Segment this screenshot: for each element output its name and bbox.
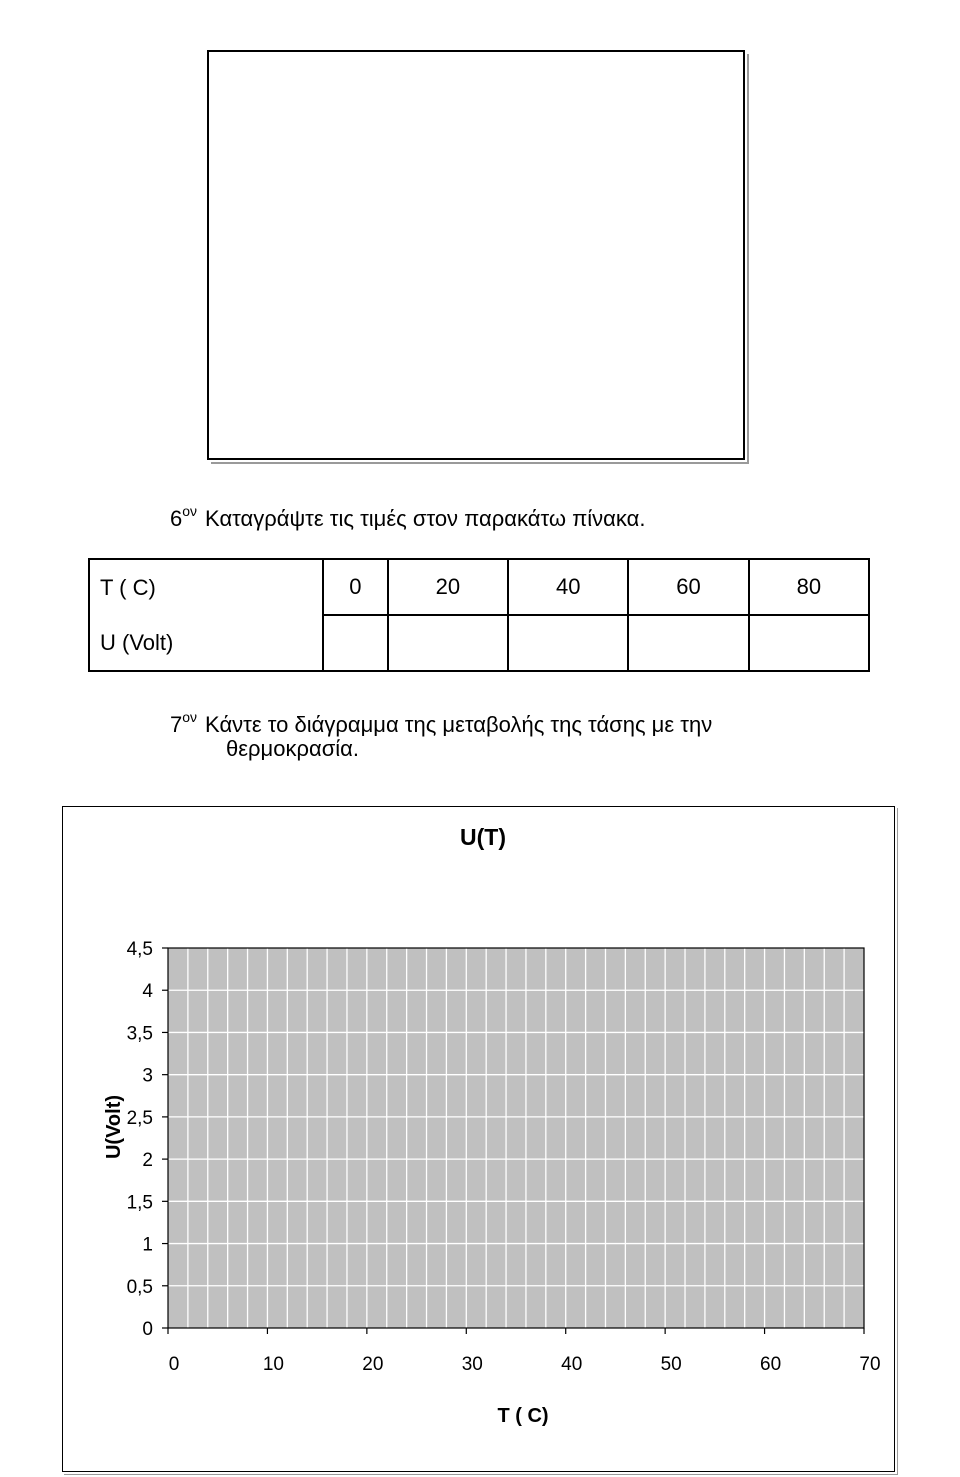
y-tick-label: 4 — [142, 981, 153, 1003]
x-tick-label: 60 — [760, 1354, 782, 1375]
y-tick-label: 4,5 — [126, 939, 153, 960]
temperature-cell: 60 — [628, 559, 748, 615]
x-tick-label: 20 — [362, 1354, 384, 1375]
temperature-cell: 40 — [508, 559, 628, 615]
y-tick-label: 3 — [142, 1065, 153, 1087]
instruction-6-number: 6 — [170, 506, 183, 531]
instruction-7-number: 7 — [170, 712, 183, 737]
chart-title: U(T) — [460, 824, 506, 850]
y-tick-label: 3,5 — [126, 1023, 153, 1045]
plot-background — [168, 948, 864, 1328]
y-axis — [127, 939, 168, 1340]
y-tick-label: 0 — [142, 1319, 153, 1340]
y-tick-label: 2,5 — [126, 1107, 153, 1129]
temperature-cell: 0 — [323, 559, 388, 615]
row-header-temperature: T ( C) — [89, 559, 323, 615]
y-tick-label: 2 — [142, 1150, 153, 1172]
row-header-voltage: U (Volt) — [89, 615, 323, 671]
x-tick-label: 50 — [660, 1354, 682, 1375]
instruction-6-text: Καταγράψτε τις τιμές στον παρακάτω πίνακα. — [205, 506, 646, 531]
x-tick-label: 10 — [262, 1354, 284, 1375]
x-axis-label: T ( C) — [497, 1405, 549, 1427]
y-tick-label: 0,5 — [126, 1276, 153, 1298]
x-tick-label: 30 — [461, 1354, 483, 1375]
x-tick-label: 40 — [561, 1354, 583, 1375]
temperature-cell: 20 — [388, 559, 508, 615]
instruction-7-ordinal: ον — [182, 709, 198, 725]
x-axis — [168, 1328, 881, 1375]
x-tick-label: 0 — [168, 1354, 180, 1375]
instruction-7-continuation: θερμοκρασία. — [226, 736, 359, 761]
y-tick-label: 1 — [142, 1234, 153, 1256]
y-axis-label: U(Volt) — [103, 1094, 125, 1160]
plot-area[interactable] — [168, 948, 864, 1328]
x-tick-label: 70 — [859, 1354, 881, 1375]
temperature-cell: 80 — [749, 559, 869, 615]
instruction-7-text: Κάντε το διάγραμμα της μεταβολής της τάσης με την — [205, 712, 713, 737]
instruction-6-ordinal: ον — [182, 503, 198, 519]
y-tick-label: 1,5 — [126, 1192, 153, 1214]
